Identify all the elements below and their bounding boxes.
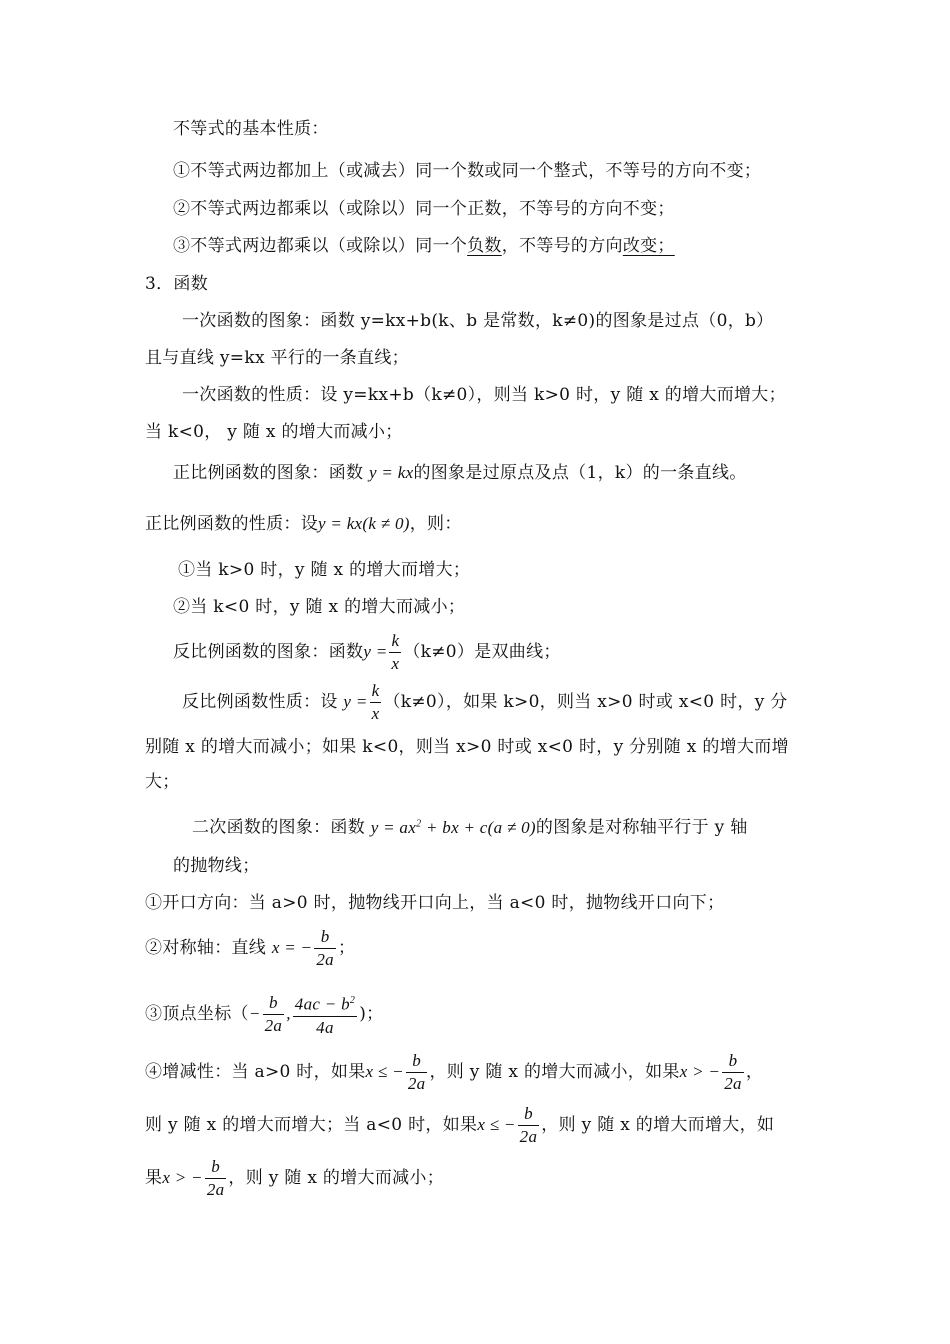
quadratic-monotonicity-line-2: 则 y 随 x 的增大而增大；当 a<0 时，如果x ≤ − $\frac{b}{2a}$ ，则 y 随 x 的增大而增大，如 xyxy=(145,1104,775,1146)
linear-graph-line-2: 且与直线 y=kx 平行的一条直线； xyxy=(145,348,409,368)
direct-graph-line: 正比例函数的图象：函数 y = kx的图象是过原点及点（1，k）的一条直线。 xyxy=(173,463,747,483)
formula-quadratic: $y = ax^2$ + bx + c(a ≠ 0) xyxy=(370,817,536,837)
direct-case-1: ①当 k>0 时，y 随 x 的增大而增大； xyxy=(178,560,471,580)
inequality-title: 不等式的基本性质： xyxy=(173,119,329,139)
inequality-property-1: ①不等式两边都加上（或减去）同一个数或同一个整式，不等号的方向不变； xyxy=(173,161,762,181)
fraction-b-over-2a: $\frac{b}{2a}$ xyxy=(264,992,283,1035)
underlined-change: 改变； xyxy=(622,236,675,256)
inverse-property-line-2: 别随 x 的增大而减小；如果 k<0，则当 x>0 时或 x<0 时，y 分别随 x 的增大而增 xyxy=(145,737,789,757)
formula-y-kx: y = kx xyxy=(369,463,414,482)
inequality-property-2: ②不等式两边都乘以（或除以）同一个正数，不等号的方向不变； xyxy=(173,199,675,219)
inequality-property-3: ③不等式两边都乘以（或除以）同一个负数，不等号的方向改变； xyxy=(173,236,675,256)
quadratic-graph-line-1: 二次函数的图象：函数 $y = ax^2$ + bx + c(a ≠ 0)的图象是对称轴平行于 y 轴 xyxy=(192,817,748,838)
fraction-b-over-2a: $\frac{b}{2a}$ xyxy=(519,1104,538,1146)
fraction-k-over-x: $\frac{k}{x}$ xyxy=(391,631,400,673)
quadratic-opening: ①开口方向：当 a>0 时，抛物线开口向上，当 a<0 时，抛物线开口向下； xyxy=(145,893,725,913)
fraction-vertex-y: $\frac{4ac - b^2}{4a}$ xyxy=(293,990,357,1039)
inverse-property-line-3: 大； xyxy=(145,772,180,792)
quadratic-axis: ②对称轴：直线 x = − $\frac{b}{2a}$ ； xyxy=(145,927,356,969)
fraction-b-over-2a: $\frac{b}{2a}$ xyxy=(206,1157,225,1199)
formula-y-kx-k-ne-0: y = kx(k ≠ 0) xyxy=(318,514,410,533)
linear-property-line-2: 当 k<0， y 随 x 的增大而减小； xyxy=(145,422,403,442)
linear-graph-line-1: 一次函数的图象：函数 y=kx+b(k、b 是常数，k≠0)的图象是过点（0，b） xyxy=(182,311,774,331)
quadratic-graph-line-2: 的抛物线； xyxy=(173,856,260,876)
section-heading: 3．函数 xyxy=(145,274,209,294)
inverse-property-line-1: 反比例函数性质：设 y = $\frac{k}{x}$ （k≠0），如果 k>0，则当 x>0 时或 x<0 时，y 分 xyxy=(182,681,788,723)
linear-property-line-1: 一次函数的性质：设 y=kx+b（k≠0），则当 k>0 时，y 随 x 的增大而增大； xyxy=(182,385,786,405)
direct-property-line: 正比例函数的性质：设y = kx(k ≠ 0)，则： xyxy=(145,514,462,534)
inverse-graph-line: 反比例函数的图象：函数y = $\frac{k}{x}$ （k≠0）是双曲线； xyxy=(173,631,561,673)
quadratic-vertex: ③顶点坐标（− $\frac{b}{2a}$ , $\frac{4ac - b^2}{4a}$ )； xyxy=(145,990,383,1039)
direct-case-2: ②当 k<0 时，y 随 x 的增大而减小； xyxy=(173,597,466,617)
quadratic-monotonicity-line-3: 果x > − $\frac{b}{2a}$ ，则 y 随 x 的增大而减小； xyxy=(145,1157,445,1199)
fraction-b-over-2a: $\frac{b}{2a}$ xyxy=(724,1051,742,1093)
fraction-b-over-2a: $\frac{b}{2a}$ xyxy=(316,927,334,969)
fraction-k-over-x: $\frac{k}{x}$ xyxy=(371,681,380,723)
fraction-b-over-2a: $\frac{b}{2a}$ xyxy=(407,1051,426,1093)
quadratic-monotonicity-line-1: ④增减性：当 a>0 时，如果x ≤ − $\frac{b}{2a}$ ，则 y 随 x 的增大而减小，如果x > − $\frac{b}{2a}$ ， xyxy=(145,1051,764,1093)
underlined-negative: 负数 xyxy=(467,236,502,256)
